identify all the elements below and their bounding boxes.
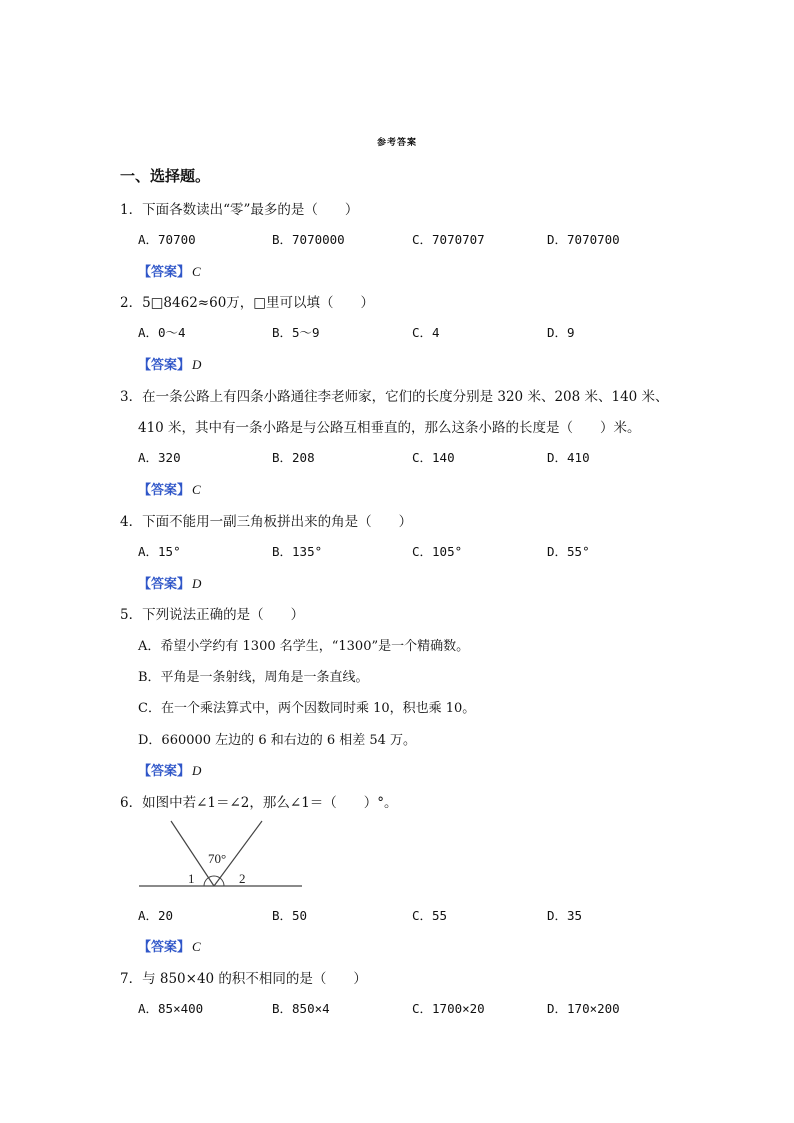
angle-label-70: 70° [208, 851, 227, 866]
answer-value: D [192, 576, 202, 591]
question-4-text: 4．下面不能用一副三角板拼出来的角是（ ） [120, 514, 413, 530]
answer-value: C [192, 482, 201, 497]
q2-option-c: C．4 [412, 325, 440, 340]
answer-tag: 【答案】 [138, 358, 191, 373]
q1-answer [138, 261, 201, 280]
q7-option-a: A．85×400 [138, 1001, 204, 1016]
q3-option-c: C．140 [412, 450, 455, 465]
angle-label-1: 1 [188, 871, 195, 886]
answer-tag: 【答案】 [138, 265, 191, 280]
q6-answer [138, 936, 201, 955]
q1-option-d: D．7070700 [547, 232, 620, 247]
page-title: 参考答案 [376, 138, 417, 148]
answer-tag: 【答案】 [138, 940, 191, 955]
answer-value: C [192, 264, 201, 279]
q3-option-d: D．410 [547, 450, 590, 465]
angle-figure [136, 818, 306, 890]
answer-value: D [192, 357, 202, 372]
q6-option-b: B．50 [272, 908, 308, 923]
q5-option-d: D．660000 左边的 6 和右边的 6 相差 54 万。 [138, 733, 417, 748]
q5-option-c: C．在一个乘法算式中，两个因数同时乘 10，积也乘 10。 [138, 701, 476, 716]
q7-option-c: C．1700×20 [412, 1001, 485, 1016]
answer-value: C [192, 939, 201, 954]
q2-option-b: B．5～9 [272, 325, 320, 340]
q5-option-a: A．希望小学约有 1300 名学生，“1300”是一个精确数。 [138, 639, 470, 654]
q2-option-a: A．0～4 [138, 325, 186, 340]
q3-answer [138, 479, 201, 498]
q1-option-c: C．7070707 [412, 232, 485, 247]
question-7-text: 7．与 850×40 的积不相同的是（ ） [120, 971, 367, 987]
q1-option-a: A．70700 [138, 232, 196, 247]
q7-option-d: D．170×200 [547, 1001, 620, 1016]
q4-answer [138, 573, 201, 592]
q3-option-a: A．320 [138, 450, 181, 465]
question-3-line-1: 3．在一条公路上有四条小路通往李老师家，它们的长度分别是 320 米、208 米、140 米、 [120, 389, 669, 405]
q3-option-b: B．208 [272, 450, 315, 465]
answer-tag: 【答案】 [138, 764, 191, 779]
question-6-text: 6．如图中若∠1＝∠2，那么∠1＝（ ）°。 [120, 795, 398, 811]
q4-option-a: A．15° [138, 544, 181, 559]
question-3-line-2: 410 米，其中有一条小路是与公路互相垂直的，那么这条小路的长度是（ ）米。 [138, 420, 641, 436]
angle-label-2: 2 [239, 871, 246, 886]
q7-option-b: B．850×4 [272, 1001, 330, 1016]
q2-option-d: D．9 [547, 325, 575, 340]
question-2-text: 2．5□8462≈60万，□里可以填（ ） [120, 295, 375, 311]
question-1-text: 1．下面各数读出“零”最多的是（ ） [120, 202, 359, 218]
q6-option-d: D．35 [547, 908, 583, 923]
q4-option-d: D．55° [547, 544, 590, 559]
q5-option-b: B．平角是一条射线，周角是一条直线。 [138, 670, 369, 685]
question-5-text: 5．下列说法正确的是（ ） [120, 607, 305, 623]
q5-answer [138, 760, 201, 779]
answer-value: D [192, 763, 202, 778]
q1-option-b: B．7070000 [272, 232, 345, 247]
answer-tag: 【答案】 [138, 483, 191, 498]
q6-option-a: A．20 [138, 908, 174, 923]
q2-answer [138, 354, 201, 373]
q4-option-c: C．105° [412, 544, 463, 559]
q6-option-c: C．55 [412, 908, 448, 923]
answer-tag: 【答案】 [138, 577, 191, 592]
q4-option-b: B．135° [272, 544, 323, 559]
section-title: 一、选择题。 [120, 167, 211, 185]
